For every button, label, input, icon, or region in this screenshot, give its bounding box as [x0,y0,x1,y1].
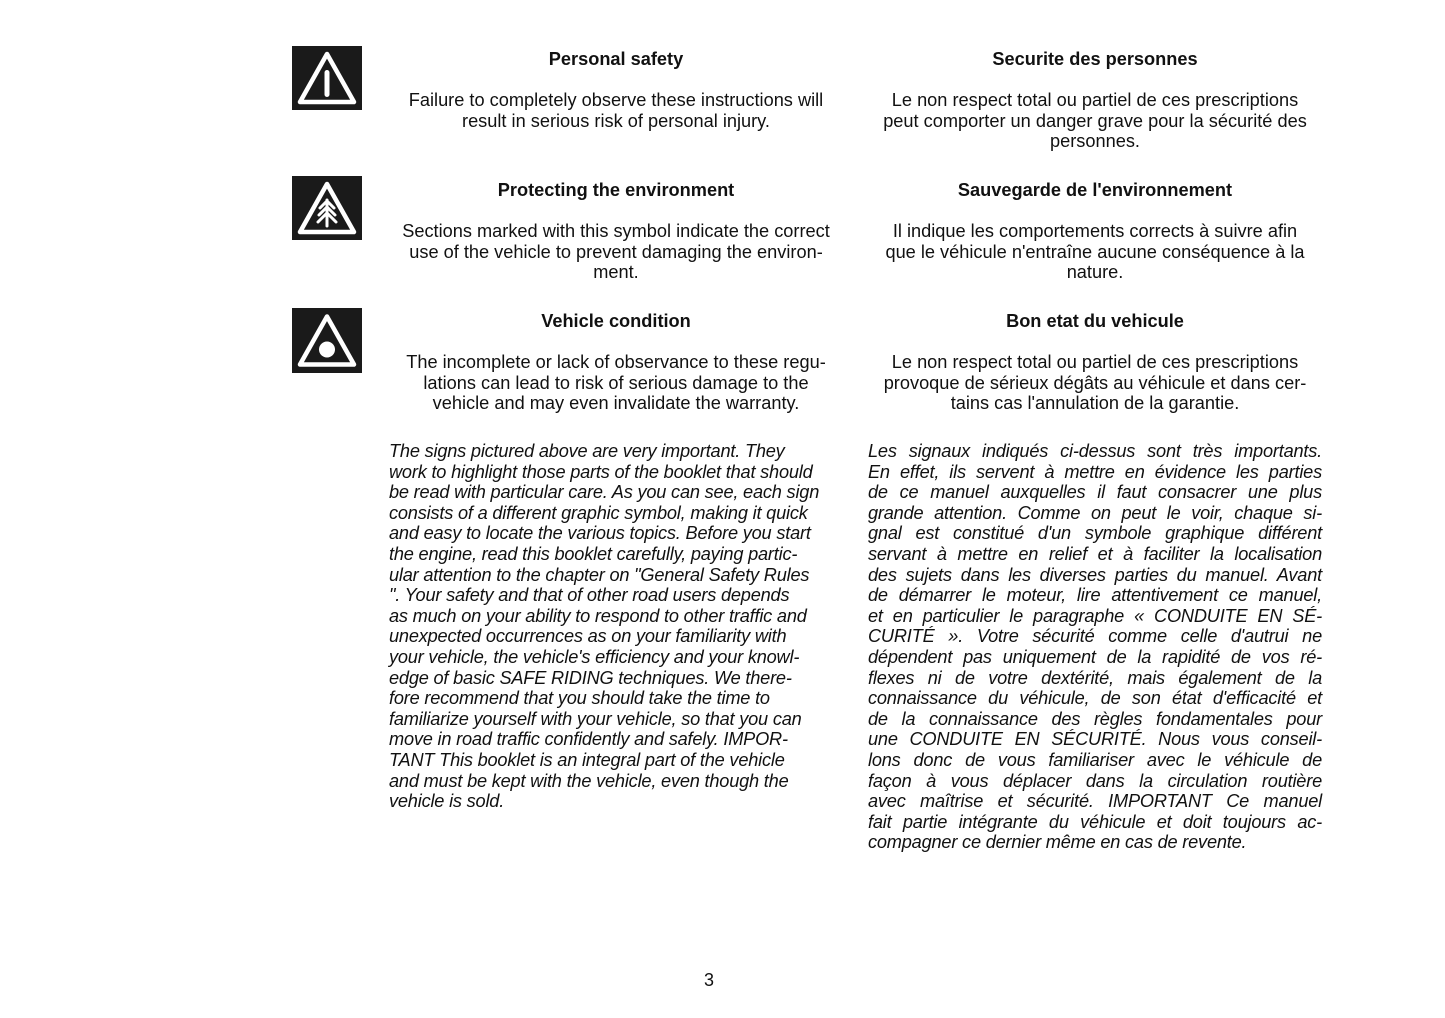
text-line: use of the vehicle to prevent damaging the environ- [409,241,823,262]
section-en [389,49,843,131]
text-line: The signs pictured above are very important. They [389,441,785,461]
text-line: fore recommend that you should take the time to [389,688,770,709]
text-line: grande attention. Comme on peut le voir, chaque si- [868,502,1322,523]
section-body [389,352,843,414]
text-line: de la connaissance des règles fondamentales pour [868,708,1322,729]
warning-exclamation-icon [292,46,362,110]
vehicle-condition-dot-icon [292,308,362,373]
section-body [868,352,1322,414]
section-heading: Sauvegarde de l'environnement [957,180,1233,200]
text-line: Le non respect total ou partiel de ces prescriptions [891,90,1299,111]
section-en [389,180,843,283]
text-line: familiarize yourself with your vehicle, so that you can [389,708,802,729]
section-heading: Personal safety [548,49,684,69]
text-line: as much on your ability to respond to other traffic and [389,605,807,626]
text-line: lons donc de vous familiariser avec le véhicule de [868,749,1322,770]
text-line: tains cas l'annulation de la garantie. [950,393,1240,414]
text-line: personnes. [1050,131,1140,152]
text-line: dépendent pas uniquement de la rapidité de vos ré- [868,646,1322,667]
text-line: des sujets dans les diverses parties du manuel. Avant [868,564,1322,585]
section-fr [868,311,1322,414]
section-en [389,311,843,414]
text-line: compagner ce dernier même en cas de revente. [868,832,1247,853]
text-line: Les signaux indiqués ci-dessus sont très importants. [868,441,1322,461]
text-line: and easy to locate the various topics. Before you start [389,523,811,544]
section-heading: Protecting the environment [497,180,735,200]
section-heading: Securite des personnes [992,49,1198,69]
text-line: une CONDUITE EN SÉCURITÉ. Nous vous conseil- [868,729,1322,750]
section-body [868,221,1322,283]
text-line: Sections marked with this symbol indicate the correct [402,221,830,242]
text-line: consists of a different graphic symbol, making it quick [389,502,808,523]
text-line: façon à vous déplacer dans la circulation routière [868,770,1322,791]
text-line: CURITÉ ». Votre sécurité comme celle d'autrui ne [868,626,1322,647]
text-line: result in serious risk of personal injury. [462,110,770,131]
text-line: fait partie intégrante du véhicule et doit toujours ac- [868,811,1322,832]
text-line: peut comporter un danger grave pour la sécurité des [883,110,1307,131]
text-line: unexpected occurrences as on your familiarity with [389,626,787,647]
text-line: En effet, ils servent à mettre en évidence les parties [868,461,1322,482]
text-line: your vehicle, the vehicle's efficiency and your knowl- [389,646,800,667]
text-line: que le véhicule n'entraîne aucune conséquence à la [885,241,1305,262]
text-line: work to highlight those parts of the booklet that should [389,461,813,482]
text-line: connaissance du véhicule, de son état d'efficacité et [868,688,1322,709]
text-line: de démarrer le moteur, lire attentivement ce manuel, [868,585,1322,606]
page-number: 3 [703,970,714,990]
section-body [389,221,843,283]
text-line: The incomplete or lack of observance to these regu- [406,352,826,373]
text-line: vehicle and may even invalidate the warranty. [432,393,800,414]
text-line: nature. [1066,262,1124,283]
section-fr [868,180,1322,283]
text-line: gnal est constitué d'un symbole graphique différent [868,523,1322,544]
text-line: vehicle is sold. [389,791,505,812]
text-line: TANT This booklet is an integral part of the vehicle [389,749,785,770]
text-line: ular attention to the chapter on "General Safety Rules [389,564,810,585]
intro-paragraph-en [389,441,843,812]
text-line: provoque de sérieux dégâts au véhicule et dans cer- [883,372,1307,393]
text-line: edge of basic SAFE RIDING techniques. We there- [389,667,792,688]
section-heading: Vehicle condition [541,311,691,331]
text-line: et en particulier le paragraphe « CONDUITE EN SÉ- [868,605,1322,626]
section-body [389,90,843,131]
text-line: flexes ni de votre dextérité, mais également de la [868,667,1322,688]
text-line: Le non respect total ou partiel de ces prescriptions [891,352,1299,373]
section-body [868,90,1322,152]
text-line: ment. [593,262,639,283]
text-line: de ce manuel auxquelles il faut consacrer une plus [868,482,1322,503]
text-line: ". Your safety and that of other road users depends [389,585,790,606]
text-line: servant à mettre en relief et à faciliter la localisation [868,543,1322,564]
text-line: lations can lead to risk of serious damage to the [423,372,809,393]
environment-tree-icon [292,176,362,240]
text-line: avec maîtrise et sécurité. IMPORTANT Ce manuel [868,791,1322,812]
text-line: Il indique les comportements corrects à suivre afin [892,221,1298,242]
section-fr [868,49,1322,152]
section-heading: Bon etat du vehicule [1006,311,1184,331]
text-line: move in road traffic confidently and safely. IMPOR- [389,729,788,750]
text-line: be read with particular care. As you can see, each sign [389,482,820,503]
text-line: and must be kept with the vehicle, even though the [389,770,789,791]
text-line: the engine, read this booklet carefully, paying partic- [389,543,798,564]
intro-paragraph-fr [868,441,1322,853]
text-line: Failure to completely observe these instructions will [408,90,824,111]
